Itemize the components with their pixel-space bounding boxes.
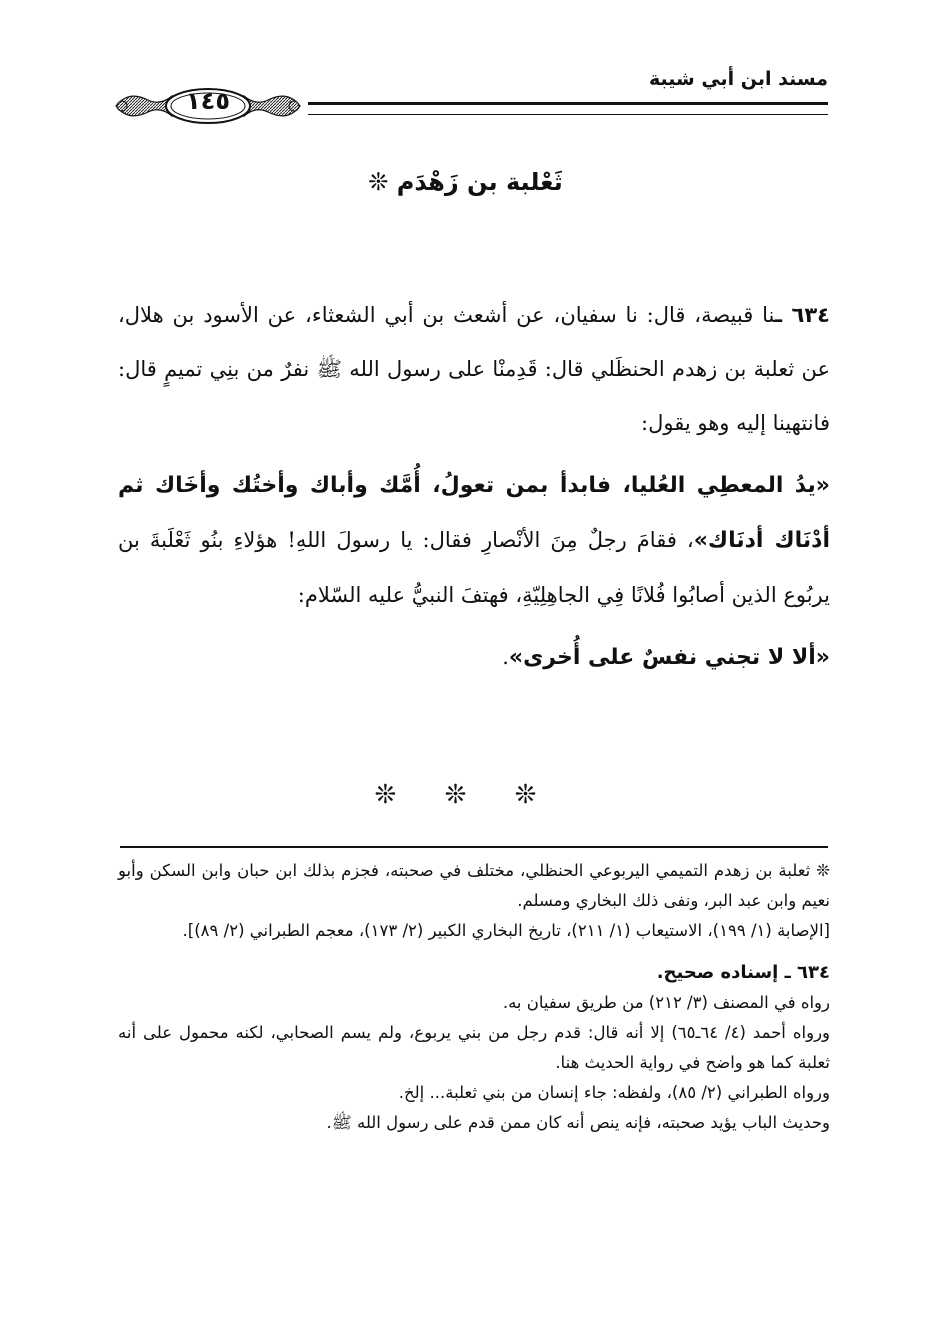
running-book-title: مسند ابن أبي شيبة bbox=[648, 68, 828, 90]
footnote-rule bbox=[120, 846, 828, 848]
hadith-paragraph-narration bbox=[118, 458, 830, 622]
section-heading: ثَعْلبة بن زَهْدَم ❊ bbox=[368, 168, 563, 196]
footnotes bbox=[118, 856, 830, 1138]
hadith-paragraph-closing bbox=[118, 630, 830, 685]
page-number: ١٤٥ bbox=[186, 87, 230, 115]
hadith-quote-1: «يدُ المعطِي العُليا، فابدأ بمن تعولُ، أُمَّك وأباك وأختُك وأخَاك ثم أدْنَاك أدنَاك» bbox=[118, 473, 830, 553]
hadith-quote-2: «ألا لا تجني نفسٌ على أُخرى» bbox=[508, 645, 830, 670]
footnote-takhrij-line: ورواه الطبراني (٢/ ٨٥)، ولفظه: جاء إنسان من بني ثعلبة... إلخ. bbox=[398, 1083, 830, 1102]
main-text-body bbox=[118, 288, 830, 685]
page-header bbox=[108, 60, 828, 130]
header-double-rule bbox=[308, 102, 828, 115]
footnote-takhrij-heading: ٦٣٤ ـ إسناده صحيح. bbox=[656, 962, 830, 983]
hadith-number: ٦٣٤ ـ bbox=[774, 303, 830, 327]
footnote-takhrij-line: رواه في المصنف (٣/ ٢١٢) من طريق سفيان به. bbox=[502, 993, 830, 1012]
page-number-ornament bbox=[108, 82, 308, 126]
closing-punctuation: . bbox=[502, 645, 509, 669]
footnote-takhrij-line: وحديث الباب يؤيد صحبته، فإنه ينص أنه كان ممن قدم على رسول الله ﷺ. bbox=[326, 1113, 830, 1132]
section-separator-stars: ❊ ❊ ❊ bbox=[374, 780, 557, 810]
hadith-paragraph-intro bbox=[118, 288, 830, 450]
footnote-biography: ❊ ثعلبة بن زهدم التميمي اليربوعي الحنظلي، مختلف في صحبته، فجزم بذلك ابن حبان وابن السكن وأبو نعيم وابن عبد البر، ونفى ذلك البخاري ومسلم. bbox=[118, 861, 830, 910]
narration-text: ، فقامَ رجلٌ مِنَ الأنْصارِ فقال: يا رسولَ اللهِ! هؤلاءِ بنُو ثَعْلَبةَ بن يربُوع الذين أصابُوا فُلانًا فِي الجاهِلِيّةِ، فهتفَ النبيُّ عليه السّلام: bbox=[118, 528, 830, 607]
footnote-takhrij-line: ورواه أحمد (٤/ ٦٤ـ٦٥) إلا أنه قال: قدم رجل من بني يربوع، ولم يسم الصحابي، لكنه محمول على أنه ثعلبة كما هو واضح في رواية الحديث هنا. bbox=[118, 1023, 830, 1072]
footnote-references: [الإصابة (١/ ١٩٩)، الاستيعاب (١/ ٢١١)، تاريخ البخاري الكبير (٢/ ١٧٣)، معجم الطبراني (٢/ ٨٩)]. bbox=[182, 921, 830, 940]
isnad-text: نا قبيصة، قال: نا سفيان، عن أشعث بن أبي الشعثاء، عن الأسود بن هلال، عن ثعلبة بن زهدم الحنظَلي قال: قَدِمنْا على رسول الله ﷺ نفرٌ من بنِي تميمٍ قال: فانتهينا إليه وهو يقول: bbox=[118, 303, 830, 435]
